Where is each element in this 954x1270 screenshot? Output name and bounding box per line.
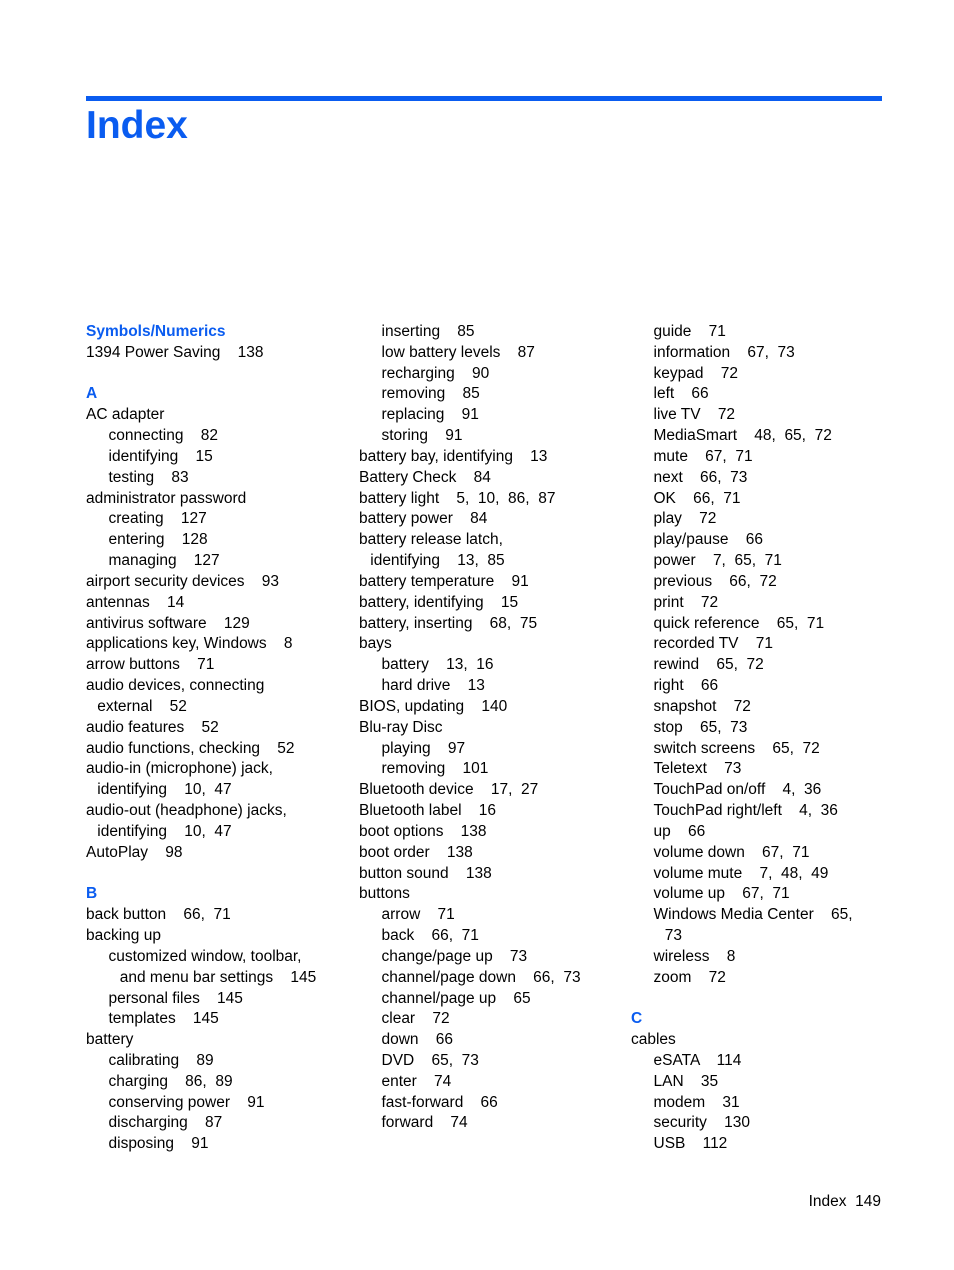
index-entry: audio devices, connecting (86, 677, 265, 695)
index-entry: Bluetooth label 16 (359, 802, 497, 820)
index-subentry: quick reference 65, 71 (653, 614, 825, 632)
index-entry: identifying 13, 85 (370, 552, 505, 570)
index-entry: battery, inserting 68, 75 (359, 614, 538, 632)
index-subentry: clear 72 (381, 1010, 450, 1028)
index-subentry: back 66, 71 (381, 927, 479, 945)
index-entry: external 52 (97, 697, 187, 715)
index-subentry: TouchPad on/off 4, 36 (653, 781, 822, 799)
index-subentry: wireless 8 (653, 947, 736, 965)
index-subentry: volume down 67, 71 (653, 843, 810, 861)
index-subentry: arrow 71 (381, 906, 455, 924)
index-subentry: TouchPad right/left 4, 36 (653, 802, 838, 820)
index-subentry: MediaSmart 48, 65, 72 (653, 427, 832, 445)
index-subentry: battery 13, 16 (381, 656, 494, 674)
section-spacer (631, 989, 881, 1010)
section-heading: A (86, 385, 98, 403)
index-subentry: creating 127 (108, 510, 207, 528)
index-entry: battery (86, 1031, 134, 1049)
index-subentry: Teletext 73 (653, 760, 742, 778)
index-subentry: LAN 35 (653, 1072, 719, 1090)
index-subentry: and menu bar settings 145 (119, 968, 317, 986)
index-entry: boot options 138 (359, 822, 487, 840)
index-subentry: down 66 (381, 1031, 454, 1049)
index-entry: AutoPlay 98 (86, 843, 183, 861)
index-entry: administrator password (86, 489, 247, 507)
index-subentry: modem 31 (653, 1093, 740, 1111)
index-entry: identifying 10, 47 (97, 822, 232, 840)
index-subentry: rewind 65, 72 (653, 656, 764, 674)
index-subentry: information 67, 73 (653, 343, 795, 361)
index-subentry: enter 74 (381, 1072, 452, 1090)
index-subentry: storing 91 (381, 427, 463, 445)
index-subentry: play 72 (653, 510, 717, 528)
index-column-1 (86, 322, 336, 1155)
index-subentry: personal files 145 (108, 989, 243, 1007)
index-entry: battery light 5, 10, 86, 87 (359, 489, 556, 507)
index-entry: bays (359, 635, 392, 653)
index-entry: battery temperature 91 (359, 572, 529, 590)
index-subentry: security 130 (653, 1114, 750, 1132)
index-subentry: conserving power 91 (108, 1093, 265, 1111)
index-subentry: playing 97 (381, 739, 466, 757)
index-subentry: removing 85 (381, 385, 480, 403)
index-subentry: 73 (664, 927, 682, 945)
index-entry: button sound 138 (359, 864, 492, 882)
index-subentry: OK 66, 71 (653, 489, 741, 507)
index-subentry: left 66 (653, 385, 709, 403)
index-subentry: managing 127 (108, 552, 220, 570)
index-entry: battery, identifying 15 (359, 593, 519, 611)
index-entry: cables (631, 1031, 676, 1049)
index-subentry: hard drive 13 (381, 677, 485, 695)
page-title: Index (86, 104, 188, 147)
index-subentry: guide 71 (653, 323, 726, 340)
index-subentry: up 66 (653, 822, 706, 840)
index-subentry: print 72 (653, 593, 719, 611)
index-subentry: recharging 90 (381, 364, 490, 382)
index-subentry: channel/page up 65 (381, 989, 531, 1007)
index-entry: 1394 Power Saving 138 (86, 343, 264, 361)
index-subentry: forward 74 (381, 1114, 468, 1132)
index-subentry: connecting 82 (108, 427, 218, 445)
index-subentry: previous 66, 72 (653, 572, 777, 590)
index-subentry: fast-forward 66 (381, 1093, 498, 1111)
index-entry: audio features 52 (86, 718, 219, 736)
index-subentry: USB 112 (653, 1135, 728, 1153)
index-entry: battery power 84 (359, 510, 488, 528)
index-entry: identifying 10, 47 (97, 781, 232, 799)
index-entry: antivirus software 129 (86, 614, 250, 632)
index-subentry: disposing 91 (108, 1135, 209, 1153)
index-subentry: change/page up 73 (381, 947, 528, 965)
index-entry: buttons (359, 885, 410, 903)
index-subentry: Windows Media Center 65, (653, 906, 853, 924)
index-subentry: keypad 72 (653, 364, 738, 382)
index-subentry: entering 128 (108, 531, 208, 549)
section-heading: Symbols/Numerics (86, 323, 226, 340)
index-subentry: channel/page down 66, 73 (381, 968, 581, 986)
index-subentry: removing 101 (381, 760, 489, 778)
index-entry: Blu-ray Disc (359, 718, 443, 736)
index-subentry: stop 65, 73 (653, 718, 748, 736)
index-entry: antennas 14 (86, 593, 185, 611)
index-subentry: low battery levels 87 (381, 343, 535, 361)
index-subentry: templates 145 (108, 1010, 219, 1028)
page-footer (809, 1193, 881, 1211)
index-subentry: eSATA 114 (653, 1051, 742, 1069)
index-entry: back button 66, 71 (86, 906, 231, 924)
index-subentry: testing 83 (108, 468, 189, 486)
index-entry: battery release latch, (359, 531, 503, 549)
index-subentry: calibrating 89 (108, 1051, 214, 1069)
index-subentry: volume mute 7, 48, 49 (653, 864, 829, 882)
index-subentry: mute 67, 71 (653, 447, 753, 465)
index-subentry: DVD 65, 73 (381, 1051, 479, 1069)
index-subentry: volume up 67, 71 (653, 885, 790, 903)
index-subentry: replacing 91 (381, 406, 479, 424)
index-subentry: discharging 87 (108, 1114, 223, 1132)
index-subentry: identifying 15 (108, 447, 213, 465)
index-entry: BIOS, updating 140 (359, 697, 508, 715)
page-number: 149 (855, 1193, 881, 1210)
index-entry: applications key, Windows 8 (86, 635, 293, 653)
index-column-2 (359, 322, 624, 1134)
index-subentry: customized window, toolbar, (108, 947, 302, 965)
index-subentry: next 66, 73 (653, 468, 748, 486)
section-spacer (86, 364, 336, 385)
title-rule (86, 96, 882, 101)
index-entry: Battery Check 84 (359, 468, 491, 486)
index-subentry: recorded TV 71 (653, 635, 773, 653)
index-entry: airport security devices 93 (86, 572, 279, 590)
index-entry: battery bay, identifying 13 (359, 447, 548, 465)
index-subentry: switch screens 65, 72 (653, 739, 820, 757)
index-subentry: live TV 72 (653, 406, 736, 424)
index-subentry: power 7, 65, 71 (653, 552, 782, 570)
index-entry: boot order 138 (359, 843, 473, 861)
index-entry: audio-in (microphone) jack, (86, 760, 273, 778)
footer-label: Index (808, 1193, 847, 1210)
index-subentry: zoom 72 (653, 968, 726, 986)
section-heading: B (86, 885, 98, 903)
index-entry: audio-out (headphone) jacks, (86, 802, 287, 820)
index-entry: backing up (86, 927, 161, 945)
index-subentry: play/pause 66 (653, 531, 763, 549)
index-subentry: right 66 (653, 677, 719, 695)
index-subentry: inserting 85 (381, 323, 475, 340)
index-entry: arrow buttons 71 (86, 656, 215, 674)
index-entry: Bluetooth device 17, 27 (359, 781, 539, 799)
index-subentry: charging 86, 89 (108, 1072, 233, 1090)
index-entry: audio functions, checking 52 (86, 739, 295, 757)
index-entry: AC adapter (86, 406, 165, 424)
section-spacer (86, 864, 336, 885)
index-column-3 (631, 322, 881, 1155)
section-heading: C (631, 1010, 643, 1028)
index-subentry: snapshot 72 (653, 697, 751, 715)
